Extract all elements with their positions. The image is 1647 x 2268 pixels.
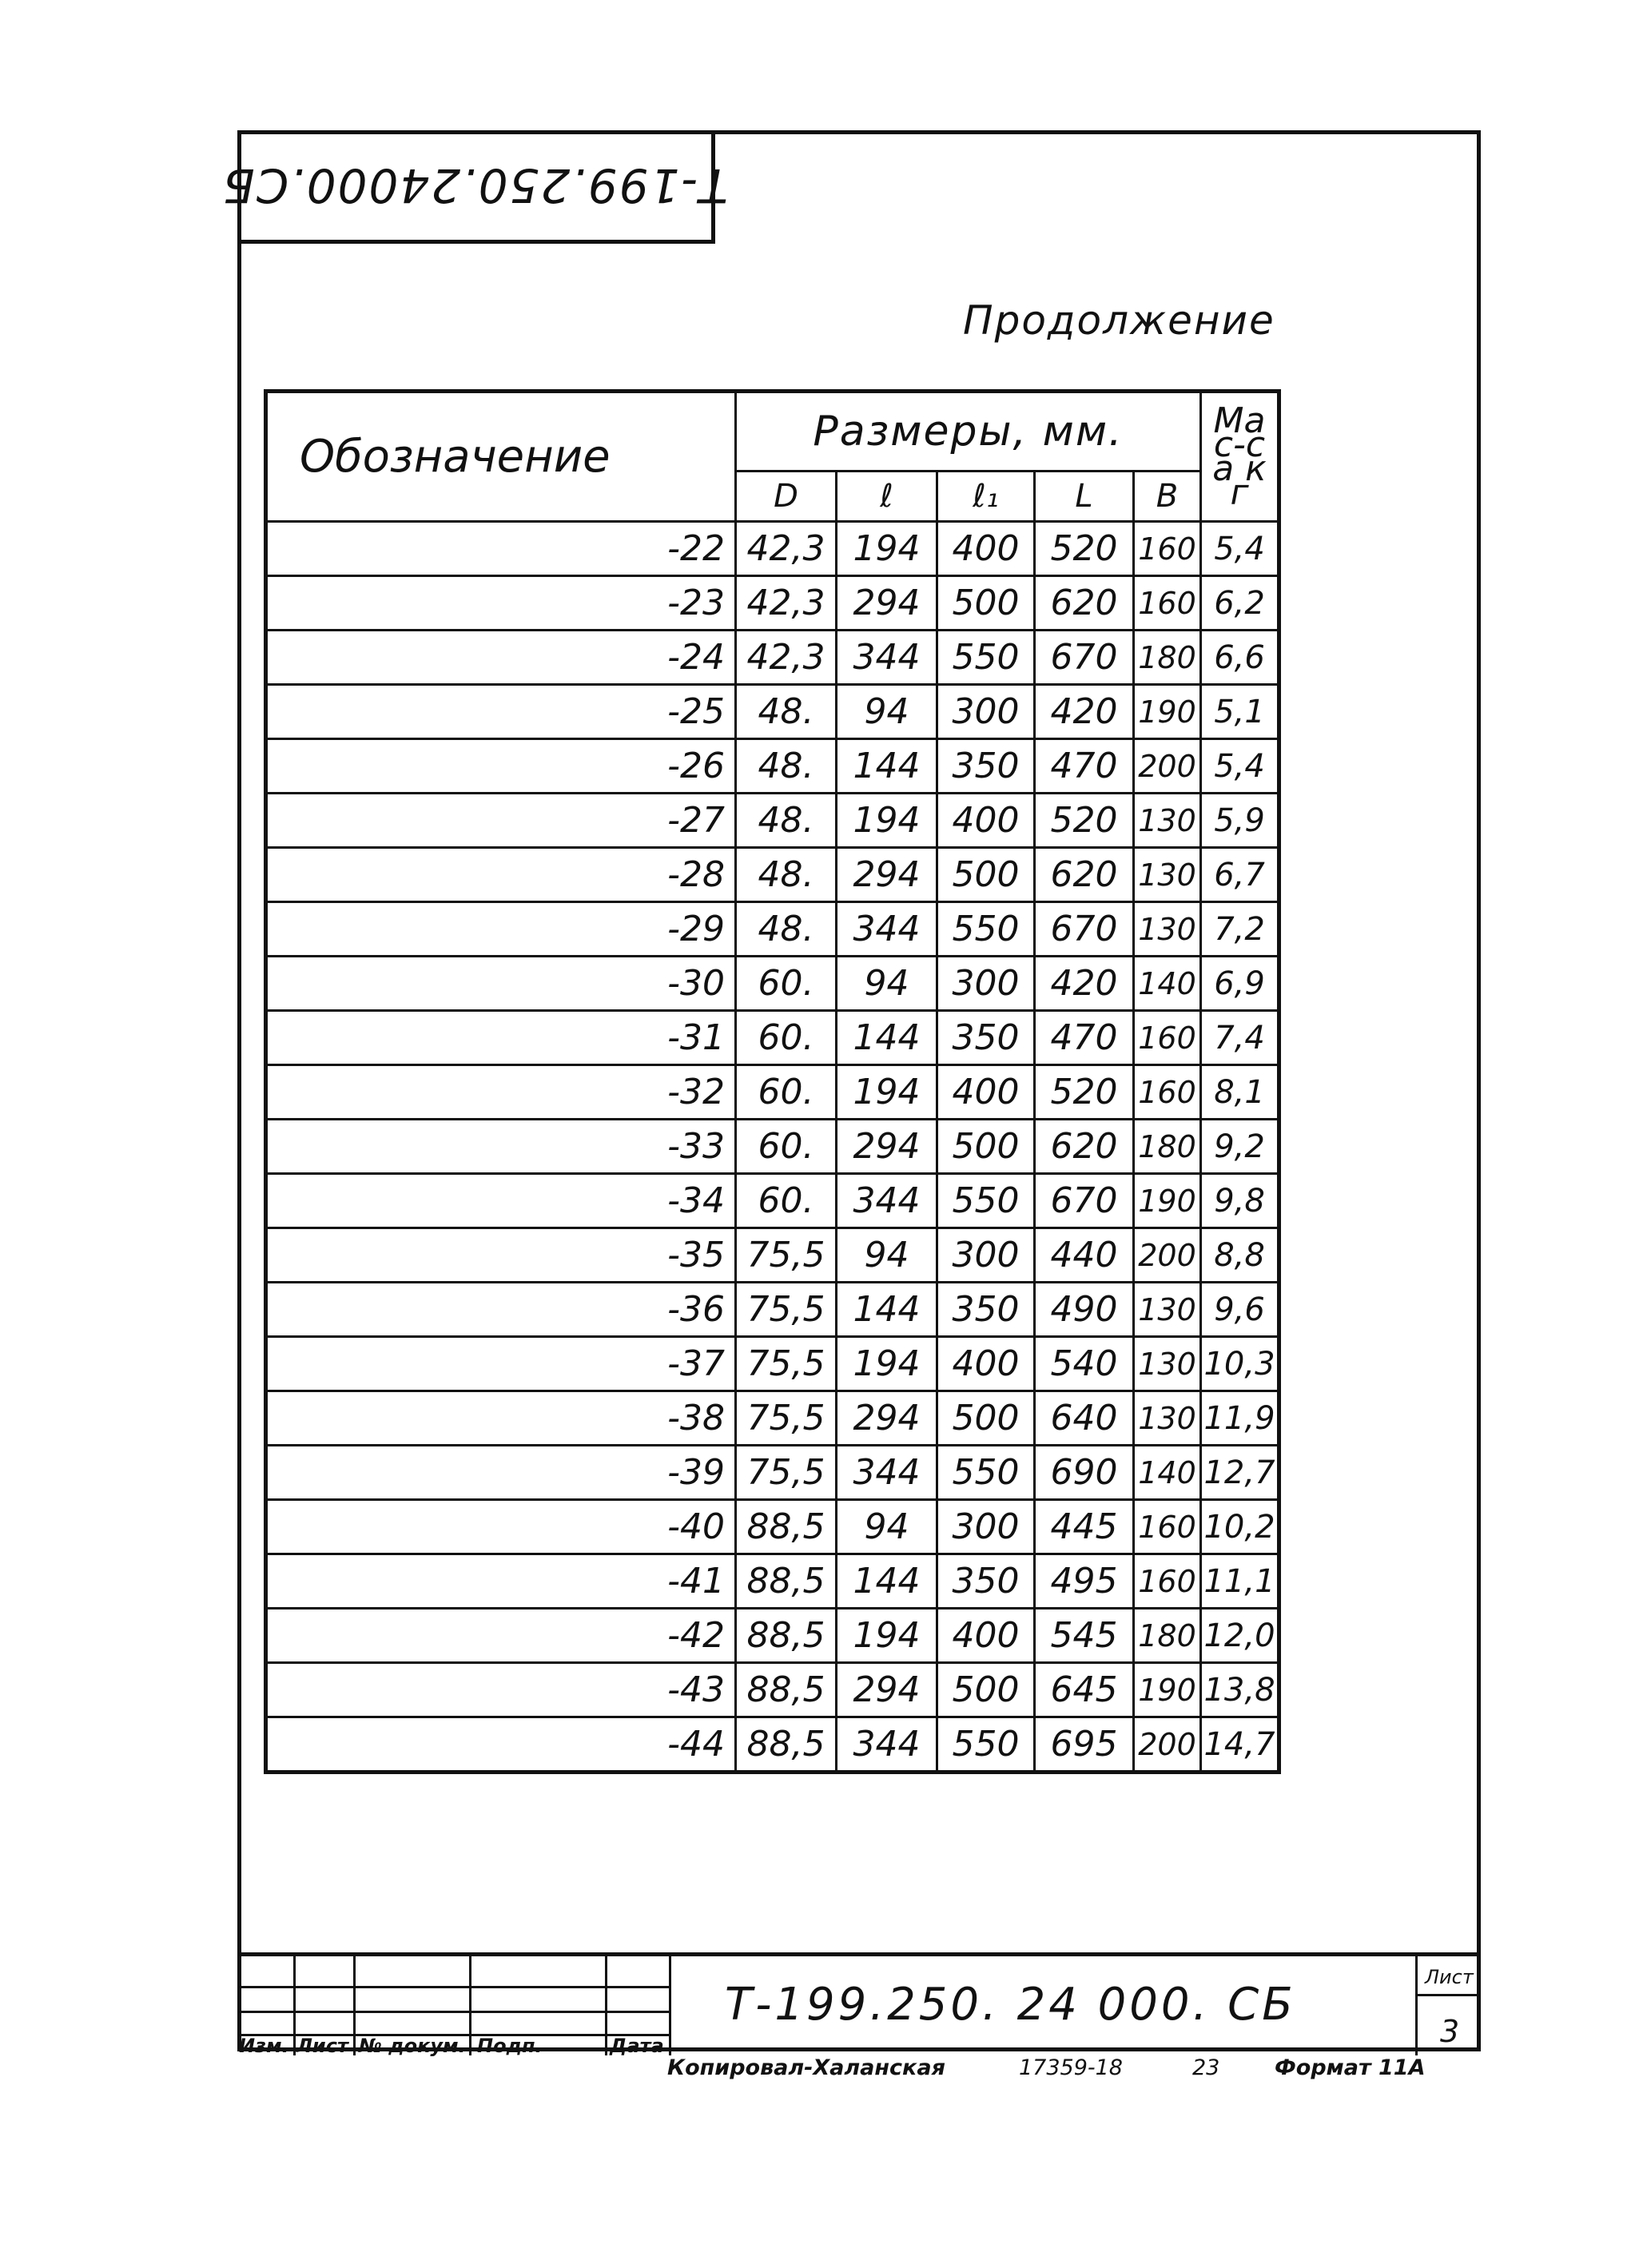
l-cell: 144 bbox=[837, 739, 937, 794]
l-cell: 194 bbox=[837, 522, 937, 576]
designation-cell: -38 bbox=[266, 1391, 736, 1446]
table-row bbox=[266, 1120, 1279, 1174]
d-cell: 42,3 bbox=[736, 576, 837, 631]
mass-cell: 7,4 bbox=[1201, 1011, 1279, 1065]
b-cell: 130 bbox=[1134, 1283, 1201, 1337]
d-cell: 48. bbox=[736, 685, 837, 739]
l-cell: 94 bbox=[837, 957, 937, 1011]
l1-cell: 550 bbox=[937, 1174, 1035, 1228]
table-row bbox=[266, 1500, 1279, 1554]
length-cell: 420 bbox=[1035, 957, 1134, 1011]
b-cell: 140 bbox=[1134, 957, 1201, 1011]
tb-label-date: Дата bbox=[610, 2035, 664, 2057]
d-cell: 60. bbox=[736, 1011, 837, 1065]
length-cell: 495 bbox=[1035, 1554, 1134, 1609]
b-cell: 190 bbox=[1134, 1174, 1201, 1228]
table-row bbox=[266, 631, 1279, 685]
length-cell: 490 bbox=[1035, 1283, 1134, 1337]
d-cell: 60. bbox=[736, 1120, 837, 1174]
mass-cell: 7,2 bbox=[1201, 902, 1279, 957]
b-cell: 200 bbox=[1134, 1717, 1201, 1773]
length-cell: 440 bbox=[1035, 1228, 1134, 1283]
b-cell: 160 bbox=[1134, 1065, 1201, 1120]
tb-divider bbox=[353, 1956, 356, 2055]
l-cell: 94 bbox=[837, 685, 937, 739]
mass-cell: 10,3 bbox=[1201, 1337, 1279, 1391]
l-cell: 294 bbox=[837, 1663, 937, 1717]
length-cell: 470 bbox=[1035, 1011, 1134, 1065]
table-row bbox=[266, 1065, 1279, 1120]
sizes-header: Размеры, мм. bbox=[736, 392, 1201, 472]
l-cell: 344 bbox=[837, 1174, 937, 1228]
b-cell: 190 bbox=[1134, 1663, 1201, 1717]
mass-cell: 8,8 bbox=[1201, 1228, 1279, 1283]
l1-cell: 350 bbox=[937, 1554, 1035, 1609]
tb-label-sheet: Лист bbox=[296, 2035, 348, 2057]
table-row bbox=[266, 1609, 1279, 1663]
b-cell: 200 bbox=[1134, 739, 1201, 794]
b-cell: 130 bbox=[1134, 902, 1201, 957]
table-row bbox=[266, 522, 1279, 576]
l1-cell: 350 bbox=[937, 1283, 1035, 1337]
l-cell: 194 bbox=[837, 794, 937, 848]
d-cell: 42,3 bbox=[736, 631, 837, 685]
sheet-label: Лист bbox=[1425, 1966, 1474, 1988]
table-row bbox=[266, 685, 1279, 739]
col-header-l: ℓ bbox=[837, 472, 937, 522]
mass-cell: 9,8 bbox=[1201, 1174, 1279, 1228]
footer-order: 17359-18 bbox=[1019, 2055, 1123, 2080]
designation-cell: -26 bbox=[266, 739, 736, 794]
designation-cell: -40 bbox=[266, 1500, 736, 1554]
table-row bbox=[266, 1391, 1279, 1446]
mass-cell: 5,1 bbox=[1201, 685, 1279, 739]
d-cell: 88,5 bbox=[736, 1663, 837, 1717]
table-row bbox=[266, 902, 1279, 957]
l-cell: 144 bbox=[837, 1283, 937, 1337]
designation-cell: -24 bbox=[266, 631, 736, 685]
tb-divider bbox=[669, 1956, 671, 2055]
l1-cell: 400 bbox=[937, 1609, 1035, 1663]
length-cell: 690 bbox=[1035, 1446, 1134, 1500]
designation-cell: -27 bbox=[266, 794, 736, 848]
b-cell: 160 bbox=[1134, 1500, 1201, 1554]
mass-cell: 9,2 bbox=[1201, 1120, 1279, 1174]
d-cell: 42,3 bbox=[736, 522, 837, 576]
length-cell: 645 bbox=[1035, 1663, 1134, 1717]
designation-cell: -36 bbox=[266, 1283, 736, 1337]
footer-format: Формат 11А bbox=[1275, 2055, 1426, 2080]
table-row bbox=[266, 576, 1279, 631]
d-cell: 48. bbox=[736, 902, 837, 957]
mass-cell: 11,9 bbox=[1201, 1391, 1279, 1446]
b-cell: 180 bbox=[1134, 1120, 1201, 1174]
d-cell: 75,5 bbox=[736, 1446, 837, 1500]
table-row bbox=[266, 1717, 1279, 1773]
tb-label-docnum: № докум. bbox=[359, 2035, 466, 2057]
l1-cell: 500 bbox=[937, 1663, 1035, 1717]
designation-cell: -29 bbox=[266, 902, 736, 957]
rotated-code-stamp bbox=[221, 130, 728, 244]
d-cell: 88,5 bbox=[736, 1717, 837, 1773]
l-cell: 194 bbox=[837, 1609, 937, 1663]
table-row bbox=[266, 1663, 1279, 1717]
d-cell: 48. bbox=[736, 794, 837, 848]
l-cell: 294 bbox=[837, 1391, 937, 1446]
table-row bbox=[266, 1554, 1279, 1609]
length-cell: 620 bbox=[1035, 576, 1134, 631]
length-cell: 445 bbox=[1035, 1500, 1134, 1554]
tb-row-line bbox=[1415, 1994, 1481, 1996]
designation-cell: -41 bbox=[266, 1554, 736, 1609]
length-cell: 620 bbox=[1035, 848, 1134, 902]
table-row bbox=[266, 957, 1279, 1011]
designation-cell: -25 bbox=[266, 685, 736, 739]
l1-cell: 400 bbox=[937, 522, 1035, 576]
title-block bbox=[237, 1952, 1481, 2057]
b-cell: 140 bbox=[1134, 1446, 1201, 1500]
length-cell: 520 bbox=[1035, 1065, 1134, 1120]
mass-header: Мас-са кг bbox=[1201, 392, 1279, 522]
l-cell: 94 bbox=[837, 1228, 937, 1283]
sheet-number: 3 bbox=[1440, 2014, 1460, 2049]
b-cell: 160 bbox=[1134, 576, 1201, 631]
d-cell: 48. bbox=[736, 739, 837, 794]
l-cell: 144 bbox=[837, 1011, 937, 1065]
l1-cell: 350 bbox=[937, 739, 1035, 794]
length-cell: 670 bbox=[1035, 902, 1134, 957]
designation-cell: -39 bbox=[266, 1446, 736, 1500]
l1-cell: 500 bbox=[937, 576, 1035, 631]
length-cell: 670 bbox=[1035, 631, 1134, 685]
table-row bbox=[266, 848, 1279, 902]
mass-cell: 6,7 bbox=[1201, 848, 1279, 902]
l-cell: 294 bbox=[837, 1120, 937, 1174]
table-row bbox=[266, 1174, 1279, 1228]
b-cell: 180 bbox=[1134, 631, 1201, 685]
designation-cell: -22 bbox=[266, 522, 736, 576]
footer-number: 23 bbox=[1192, 2055, 1220, 2080]
mass-cell: 11,1 bbox=[1201, 1554, 1279, 1609]
b-cell: 130 bbox=[1134, 794, 1201, 848]
l-cell: 94 bbox=[837, 1500, 937, 1554]
d-cell: 60. bbox=[736, 957, 837, 1011]
l-cell: 344 bbox=[837, 1717, 937, 1773]
b-cell: 190 bbox=[1134, 685, 1201, 739]
designation-cell: -37 bbox=[266, 1337, 736, 1391]
length-cell: 640 bbox=[1035, 1391, 1134, 1446]
d-cell: 48. bbox=[736, 848, 837, 902]
length-cell: 670 bbox=[1035, 1174, 1134, 1228]
title-block-code: Т-199.250. 24 000. СБ bbox=[725, 1979, 1296, 2031]
designation-cell: -31 bbox=[266, 1011, 736, 1065]
l1-cell: 300 bbox=[937, 685, 1035, 739]
length-cell: 620 bbox=[1035, 1120, 1134, 1174]
mass-cell: 5,4 bbox=[1201, 522, 1279, 576]
d-cell: 75,5 bbox=[736, 1391, 837, 1446]
length-cell: 520 bbox=[1035, 522, 1134, 576]
length-cell: 420 bbox=[1035, 685, 1134, 739]
d-cell: 75,5 bbox=[736, 1283, 837, 1337]
designation-cell: -42 bbox=[266, 1609, 736, 1663]
b-cell: 200 bbox=[1134, 1228, 1201, 1283]
l-cell: 294 bbox=[837, 848, 937, 902]
b-cell: 160 bbox=[1134, 1554, 1201, 1609]
l-cell: 144 bbox=[837, 1554, 937, 1609]
b-cell: 130 bbox=[1134, 848, 1201, 902]
table-row bbox=[266, 739, 1279, 794]
tb-divider bbox=[605, 1956, 607, 2055]
l1-cell: 400 bbox=[937, 1337, 1035, 1391]
mass-cell: 8,1 bbox=[1201, 1065, 1279, 1120]
mass-cell: 13,8 bbox=[1201, 1663, 1279, 1717]
length-cell: 520 bbox=[1035, 794, 1134, 848]
col-header-d: D bbox=[736, 472, 837, 522]
l-cell: 344 bbox=[837, 1446, 937, 1500]
mass-cell: 12,0 bbox=[1201, 1609, 1279, 1663]
l1-cell: 300 bbox=[937, 1500, 1035, 1554]
mass-cell: 6,9 bbox=[1201, 957, 1279, 1011]
l-cell: 344 bbox=[837, 902, 937, 957]
table-header-row bbox=[266, 392, 1279, 472]
tb-row-line bbox=[237, 1986, 669, 1988]
b-cell: 160 bbox=[1134, 1011, 1201, 1065]
mass-cell: 5,9 bbox=[1201, 794, 1279, 848]
d-cell: 60. bbox=[736, 1065, 837, 1120]
table-row bbox=[266, 1228, 1279, 1283]
mass-cell: 9,6 bbox=[1201, 1283, 1279, 1337]
b-cell: 130 bbox=[1134, 1391, 1201, 1446]
designation-cell: -23 bbox=[266, 576, 736, 631]
l1-cell: 350 bbox=[937, 1011, 1035, 1065]
footer-copied-by: Копировал-Халанская bbox=[667, 2055, 945, 2080]
tb-divider bbox=[293, 1956, 296, 2055]
l1-cell: 300 bbox=[937, 957, 1035, 1011]
table-row bbox=[266, 1283, 1279, 1337]
specification-table bbox=[264, 389, 1281, 1774]
table-row bbox=[266, 1337, 1279, 1391]
footer-line bbox=[667, 2055, 1482, 2087]
designation-cell: -32 bbox=[266, 1065, 736, 1120]
length-cell: 540 bbox=[1035, 1337, 1134, 1391]
l-cell: 194 bbox=[837, 1065, 937, 1120]
mass-cell: 14,7 bbox=[1201, 1717, 1279, 1773]
designation-cell: -34 bbox=[266, 1174, 736, 1228]
designation-cell: -35 bbox=[266, 1228, 736, 1283]
l-cell: 344 bbox=[837, 631, 937, 685]
table-row bbox=[266, 794, 1279, 848]
tb-label-change: Изм. bbox=[239, 2035, 289, 2057]
designation-cell: -30 bbox=[266, 957, 736, 1011]
l1-cell: 500 bbox=[937, 848, 1035, 902]
col-header-length: L bbox=[1035, 472, 1134, 522]
d-cell: 75,5 bbox=[736, 1337, 837, 1391]
designation-header: Обозначение bbox=[266, 392, 736, 522]
mass-cell: 6,6 bbox=[1201, 631, 1279, 685]
mass-cell: 6,2 bbox=[1201, 576, 1279, 631]
l1-cell: 550 bbox=[937, 1446, 1035, 1500]
designation-cell: -28 bbox=[266, 848, 736, 902]
tb-row-line bbox=[237, 2011, 669, 2013]
l-cell: 294 bbox=[837, 576, 937, 631]
designation-cell: -43 bbox=[266, 1663, 736, 1717]
l1-cell: 500 bbox=[937, 1120, 1035, 1174]
mass-cell: 5,4 bbox=[1201, 739, 1279, 794]
table-row bbox=[266, 1011, 1279, 1065]
b-cell: 130 bbox=[1134, 1337, 1201, 1391]
b-cell: 160 bbox=[1134, 522, 1201, 576]
length-cell: 695 bbox=[1035, 1717, 1134, 1773]
mass-cell: 12,7 bbox=[1201, 1446, 1279, 1500]
d-cell: 88,5 bbox=[736, 1554, 837, 1609]
tb-label-sign: Подп. bbox=[477, 2035, 543, 2057]
tb-divider bbox=[469, 1956, 471, 2055]
l1-cell: 300 bbox=[937, 1228, 1035, 1283]
d-cell: 60. bbox=[736, 1174, 837, 1228]
col-header-b: B bbox=[1134, 472, 1201, 522]
l1-cell: 500 bbox=[937, 1391, 1035, 1446]
b-cell: 180 bbox=[1134, 1609, 1201, 1663]
col-header-l1: ℓ₁ bbox=[937, 472, 1035, 522]
tb-divider bbox=[1415, 1956, 1418, 2055]
l-cell: 194 bbox=[837, 1337, 937, 1391]
l1-cell: 400 bbox=[937, 794, 1035, 848]
length-cell: 545 bbox=[1035, 1609, 1134, 1663]
d-cell: 88,5 bbox=[736, 1609, 837, 1663]
l1-cell: 550 bbox=[937, 1717, 1035, 1773]
length-cell: 470 bbox=[1035, 739, 1134, 794]
table-row bbox=[266, 1446, 1279, 1500]
designation-cell: -44 bbox=[266, 1717, 736, 1773]
d-cell: 88,5 bbox=[736, 1500, 837, 1554]
designation-cell: -33 bbox=[266, 1120, 736, 1174]
l1-cell: 400 bbox=[937, 1065, 1035, 1120]
d-cell: 75,5 bbox=[736, 1228, 837, 1283]
l1-cell: 550 bbox=[937, 631, 1035, 685]
continuation-label: Продолжение bbox=[963, 297, 1275, 344]
mass-cell: 10,2 bbox=[1201, 1500, 1279, 1554]
l1-cell: 550 bbox=[937, 902, 1035, 957]
stamp-code: Т-199.250.24000.СБ bbox=[221, 157, 728, 213]
